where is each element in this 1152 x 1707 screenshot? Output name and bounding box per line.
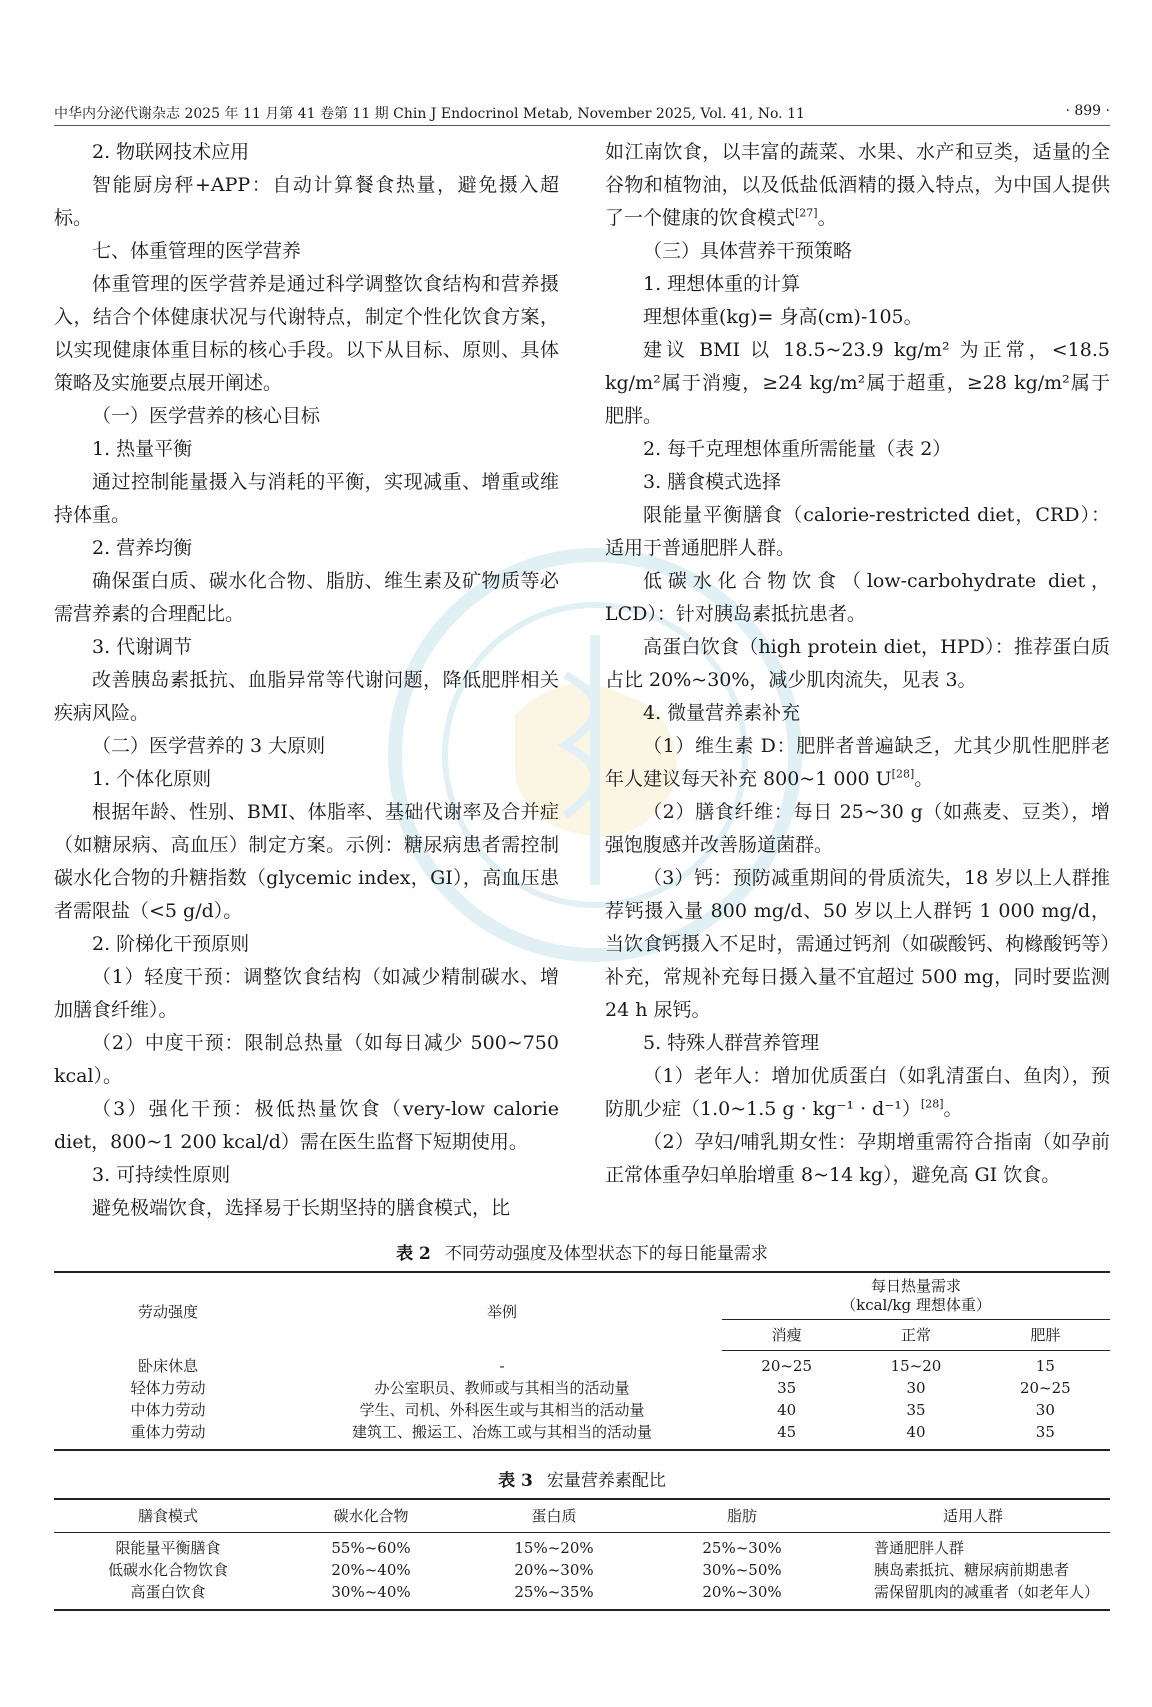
- cell-thin: 45: [777, 1423, 797, 1441]
- table2-title: 不同劳动强度及体型状态下的每日能量需求: [444, 1244, 768, 1264]
- subsection-heading: （一）医学营养的核心目标: [92, 405, 321, 427]
- journal-citation: 中华内分泌代谢杂志 2025 年 11 月第 41 卷第 11 期 Chin J Endocrinol Metab, November 2025, Vol. 41, No. 11: [54, 106, 805, 122]
- table-row: [54, 1559, 1110, 1581]
- paragraph: 智能厨房秤+APP：自动计算餐食热量，避免摄入超标。: [54, 174, 559, 229]
- cell-example: -: [499, 1356, 505, 1375]
- subsection-heading: （三）具体营养干预策略: [643, 240, 853, 262]
- paragraph-end: 。: [943, 1098, 963, 1120]
- paragraph: [605, 1060, 1110, 1126]
- subsection-heading: 1. 理想体重的计算: [643, 273, 801, 295]
- paragraph: 确保蛋白质、碳水化合物、脂肪、维生素及矿物质等必需营养素的合理配比。: [54, 570, 559, 625]
- paragraph: 避免极端饮食，选择易于长期坚持的膳食模式，比: [92, 1197, 511, 1219]
- paragraph-end: 。: [914, 768, 934, 790]
- paragraph: （2）膳食纤维：每日 25~30 g（如燕麦、豆类），增强饱腹感并改善肠道菌群。: [605, 801, 1110, 856]
- paragraph: 低碳水化合物饮食（low-carbohydrate diet，LCD）：针对胰岛素抵抗患者。: [605, 570, 1110, 625]
- cell-carb: 55%~60%: [331, 1539, 411, 1557]
- subsection-heading: 3. 可持续性原则: [92, 1164, 231, 1186]
- cell-protein: 25%~35%: [514, 1583, 594, 1601]
- subsection-heading: （二）医学营养的 3 大原则: [92, 735, 326, 757]
- citation-ref[interactable]: [28]: [891, 767, 915, 781]
- th-thin: 消瘦: [722, 1320, 851, 1351]
- paragraph: [605, 730, 1110, 796]
- cell-fat: 20%~30%: [702, 1583, 782, 1601]
- paragraph: （2）中度干预：限制总热量（如每日减少 500~750 kcal）。: [54, 1032, 559, 1087]
- paragraph-text: （1）老年人：增加优质蛋白（如乳清蛋白、鱼肉），预防肌少症（1.0~1.5 g · kg⁻¹ · d⁻¹）: [605, 1065, 1110, 1120]
- th-energy-group-unit: （kcal/kg 理想体重）: [841, 1296, 991, 1314]
- table3-title: 宏量营养素配比: [546, 1471, 666, 1491]
- table-row: [54, 1399, 1110, 1421]
- cell-obese: 20~25: [1019, 1379, 1071, 1397]
- cell-intensity: 中体力劳动: [130, 1401, 206, 1419]
- th-population: 适用人群: [836, 1499, 1110, 1533]
- cell-example: 学生、司机、外科医生或与其相当的活动量: [359, 1401, 645, 1419]
- cell-diet: 高蛋白饮食: [130, 1583, 206, 1601]
- th-example: 举例: [486, 1302, 517, 1321]
- paragraph: 体重管理的医学营养是通过科学调整饮食结构和营养摄入，结合个体健康状况与代谢特点，制定个性化饮食方案，以实现健康体重目标的核心手段。以下从目标、原则、具体策略及实施要点展开阐述。: [54, 273, 559, 394]
- cell-protein: 20%~30%: [514, 1561, 594, 1579]
- cell-fat: 25%~30%: [702, 1539, 782, 1557]
- subsection-heading: 2. 物联网技术应用: [92, 141, 250, 163]
- paragraph: 高蛋白饮食（high protein diet，HPD）：推荐蛋白质占比 20%~30%，减少肌肉流失，见表 3。: [605, 636, 1110, 691]
- table2-energy-requirements: [54, 1271, 1110, 1451]
- cell-obese: 15: [1035, 1357, 1055, 1375]
- cell-population: 需保留肌肉的减重者（如老年人）: [874, 1583, 1100, 1601]
- table-row: [54, 1421, 1110, 1450]
- cell-normal: 15~20: [890, 1357, 942, 1375]
- th-obese: 肥胖: [981, 1320, 1110, 1351]
- section-heading: 七、体重管理的医学营养: [92, 240, 302, 262]
- cell-thin: 40: [777, 1401, 797, 1419]
- table-row: [54, 1581, 1110, 1610]
- th-diet: 膳食模式: [54, 1499, 282, 1533]
- paragraph: [605, 136, 1110, 235]
- paragraph: 改善胰岛素抵抗、血脂异常等代谢问题，降低肥胖相关疾病风险。: [54, 669, 559, 724]
- subsection-heading: 5. 特殊人群营养管理: [643, 1032, 820, 1054]
- cell-obese: 30: [1035, 1401, 1055, 1419]
- table-row: [54, 1351, 1110, 1378]
- right-column: [605, 136, 1110, 1192]
- th-energy-group-label: 每日热量需求: [870, 1277, 961, 1295]
- subsection-heading: 3. 膳食模式选择: [643, 471, 782, 493]
- left-column: [54, 136, 559, 1225]
- subsection-heading: 2. 每千克理想体重所需能量（表 2）: [643, 438, 952, 460]
- cell-thin: 35: [777, 1379, 797, 1397]
- paragraph-end: 。: [817, 207, 837, 229]
- running-header: [54, 103, 1110, 126]
- page-number: · 899 ·: [1065, 103, 1110, 119]
- subsection-heading: 3. 代谢调节: [92, 636, 193, 658]
- cell-obese: 35: [1035, 1423, 1055, 1441]
- paragraph: 建议 BMI 以 18.5~23.9 kg/m² 为正常，<18.5 kg/m²属于消瘦，≥24 kg/m²属于超重，≥28 kg/m²属于肥胖。: [605, 339, 1110, 427]
- cell-thin: 20~25: [761, 1357, 813, 1375]
- th-energy-group: [722, 1272, 1110, 1320]
- th-intensity: 劳动强度: [137, 1302, 198, 1321]
- paragraph: （2）孕妇/哺乳期女性：孕期增重需符合指南（如孕前正常体重孕妇单胎增重 8~14 kg），避免高 GI 饮食。: [605, 1131, 1110, 1186]
- citation-ref[interactable]: [27]: [795, 206, 818, 220]
- cell-diet: 低碳水化合物饮食: [107, 1561, 228, 1579]
- table2-number: 表 2: [396, 1244, 431, 1264]
- th-fat: 脂肪: [648, 1499, 836, 1533]
- paragraph-text: （1）维生素 D：肥胖者普遍缺乏，尤其少肌性肥胖老年人建议每天补充 800~1 000 U: [605, 735, 1110, 790]
- formula-text: 理想体重(kg)= 身高(cm)-105。: [643, 306, 923, 328]
- cell-population: 普通肥胖人群: [874, 1539, 965, 1557]
- cell-fat: 30%~50%: [702, 1561, 782, 1579]
- cell-carb: 30%~40%: [331, 1583, 411, 1601]
- cell-intensity: 轻体力劳动: [130, 1379, 206, 1397]
- cell-normal: 40: [906, 1423, 926, 1441]
- table-row: [54, 1533, 1110, 1560]
- cell-diet: 限能量平衡膳食: [115, 1539, 221, 1557]
- citation-ref[interactable]: [28]: [920, 1097, 944, 1111]
- paragraph: （3）强化干预：极低热量饮食（very-low calorie diet，800~1 200 kcal/d）需在医生监督下短期使用。: [54, 1098, 559, 1153]
- subsection-heading: 1. 热量平衡: [92, 438, 193, 460]
- cell-population: 胰岛素抵抗、糖尿病前期患者: [874, 1561, 1070, 1579]
- cell-example: 建筑工、搬运工、冶炼工或与其相当的活动量: [351, 1423, 652, 1441]
- cell-normal: 30: [906, 1379, 926, 1397]
- paragraph: 通过控制能量摄入与消耗的平衡，实现减重、增重或维持体重。: [54, 471, 559, 526]
- th-protein: 蛋白质: [460, 1499, 648, 1533]
- subsection-heading: 2. 阶梯化干预原则: [92, 933, 250, 955]
- paragraph: （1）轻度干预：调整饮食结构（如减少精制碳水、增加膳食纤维）。: [54, 966, 559, 1021]
- cell-intensity: 卧床休息: [137, 1356, 198, 1375]
- paragraph: 根据年龄、性别、BMI、体脂率、基础代谢率及合并症（如糖尿病、高血压）制定方案。示例：糖尿病患者需控制碳水化合物的升糖指数（glycemic index，GI），高血压患者需限盐（<5 g/d）。: [54, 801, 559, 922]
- subsection-heading: 1. 个体化原则: [92, 768, 212, 790]
- subsection-heading: 4. 微量营养素补充: [643, 702, 801, 724]
- cell-protein: 15%~20%: [514, 1539, 594, 1557]
- paragraph-text: 如江南饮食，以丰富的蔬菜、水果、水产和豆类，适量的全谷物和植物油，以及低盐低酒精的摄入特点，为中国人提供了一个健康的饮食模式: [605, 141, 1110, 229]
- cell-normal: 35: [906, 1401, 926, 1419]
- th-carb: 碳水化合物: [282, 1499, 460, 1533]
- cell-intensity: 重体力劳动: [130, 1423, 206, 1441]
- th-normal: 正常: [851, 1320, 980, 1351]
- cell-carb: 20%~40%: [331, 1561, 411, 1579]
- table3-number: 表 3: [498, 1471, 533, 1491]
- table3-caption: [54, 1466, 1110, 1491]
- table2-caption: [54, 1239, 1110, 1264]
- paragraph: （3）钙：预防减重期间的骨质流失，18 岁以上人群推荐钙摄入量 800 mg/d、50 岁以上人群钙 1 000 mg/d，当饮食钙摄入不足时，需通过钙剂（如碳酸钙、枸橼酸钙等）补充，常规补充每日摄入量不宜超过 500 mg，同时要监测 24 h 尿钙。: [605, 867, 1110, 1021]
- subsection-heading: 2. 营养均衡: [92, 537, 193, 559]
- table-row: [54, 1377, 1110, 1399]
- table3-macronutrient-ratio: [54, 1498, 1110, 1611]
- cell-example: 办公室职员、教师或与其相当的活动量: [374, 1379, 630, 1397]
- paragraph: 限能量平衡膳食（calorie-restricted diet，CRD）：适用于普通肥胖人群。: [605, 504, 1110, 559]
